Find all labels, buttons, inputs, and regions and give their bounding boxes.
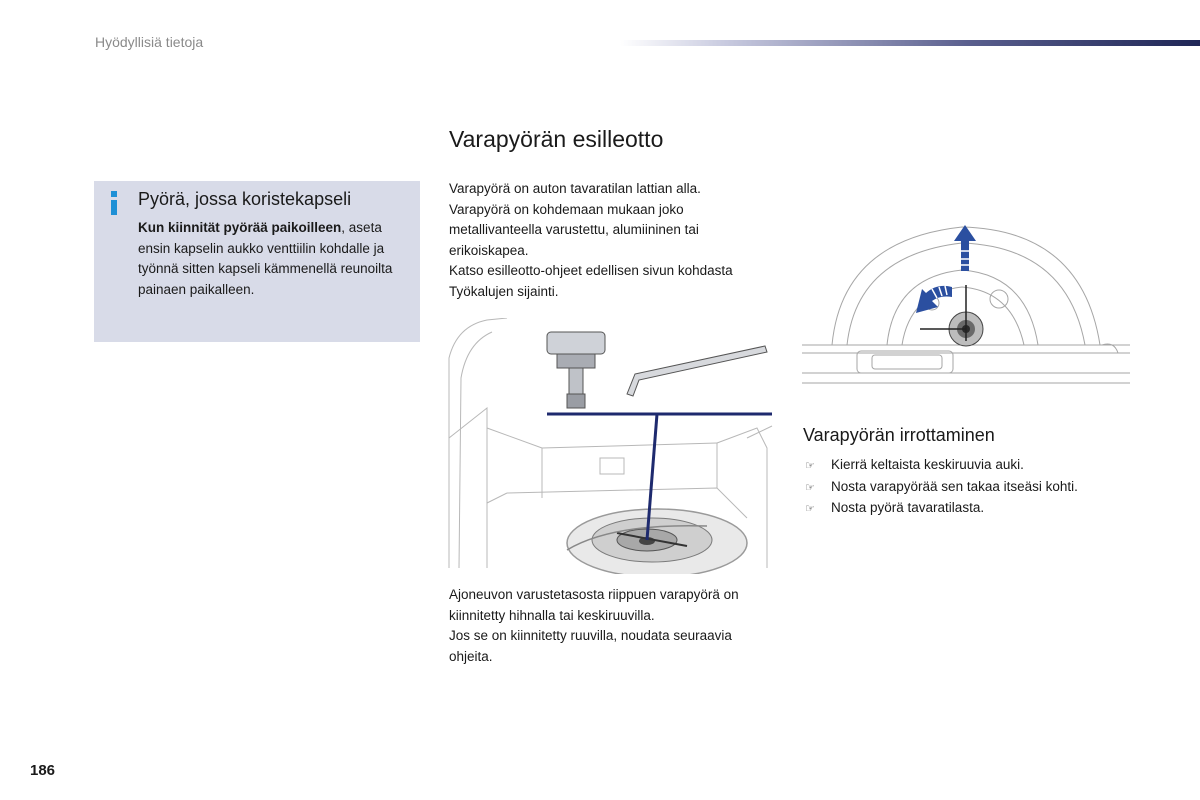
intro-paragraph: Varapyörä on kohdemaan mukaan joko metallivanteella varustettu, alumiininen tai erikoiskapea. [449,201,699,258]
spare-wheel-removal-illustration [802,215,1130,390]
intro-paragraph: Katso esilleotto-ohjeet edellisen sivun kohdasta Työkalujen sijainti. [449,263,733,299]
pointing-hand-icon: ☞ [805,460,815,472]
intro-text [449,179,779,302]
info-box-title: Pyörä, jossa koristekapseli [138,189,352,209]
list-item [805,498,1078,520]
pointing-hand-icon: ☞ [805,481,815,494]
unscrew-arrow-icon [916,286,952,313]
info-icon [108,191,120,215]
list-item [805,477,1078,499]
header-gradient-bar [620,40,1200,46]
step-text: Nosta pyörä tavaratilasta. [831,500,985,515]
page-title: Varapyörän esilleotto [449,126,664,152]
mounting-paragraph: Ajoneuvon varustetasosta riippuen varapyörä on kiinnitetty hihnalla tai keskiruuvilla. [449,587,739,623]
step-text: Kierrä keltaista keskiruuvia auki. [831,457,1024,472]
mounting-note [449,585,779,667]
info-box-text [138,218,408,300]
removal-title: Varapyörän irrottaminen [803,425,995,445]
mounting-paragraph: Jos se on kiinnitetty ruuvilla, noudata seuraavia ohjeita. [449,628,732,664]
info-box-body-text: , aseta ensin kapselin aukko venttiilin kohdalle ja työnnä sitten kapseli kämmenellä reunoilta painaen paikalleen. [138,220,393,297]
removal-steps [805,455,1078,520]
trunk-spare-wheel-illustration [447,318,774,574]
info-box-bold-text: Kun kiinnität pyörää paikoilleen [138,220,342,235]
lift-arrow-icon [954,225,976,271]
info-box [94,181,420,342]
pointing-hand-icon: ☞ [805,503,815,515]
section-header: Hyödyllisiä tietoja [95,34,204,50]
intro-paragraph: Varapyörä on auton tavaratilan lattian alla. [449,181,701,196]
page-number: 186 [30,762,56,779]
step-text: Nosta varapyörää sen takaa itseäsi kohti. [831,478,1078,494]
list-item [805,455,1078,477]
